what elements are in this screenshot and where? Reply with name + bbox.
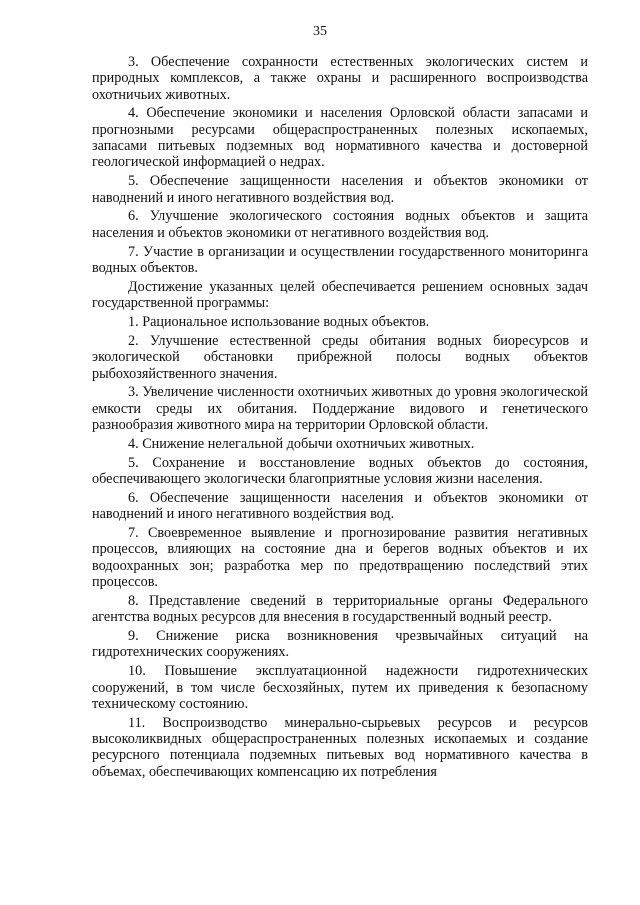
paragraph-task-11: 11. Воспроизводство минерально-сырьевых ресурсов и ресурсов высоколиквидных общераспространенных полезных ископаемых и создание ресурсного потенциала подземных питьевых вод нормативного качества в объемах, обеспечивающих компенсацию их потребления — [92, 714, 588, 780]
paragraph-task-1: 1. Рациональное использование водных объектов. — [128, 314, 430, 331]
paragraph-task-8: 8. Представление сведений в территориальные органы Федерального агентства водных ресурсов для внесения в государственный водный реестр. — [92, 592, 588, 626]
paragraph-task-9: 9. Снижение риска возникновения чрезвычайных ситуаций на гидротехнических сооружениях. — [92, 628, 588, 661]
paragraph-task-7: 7. Своевременное выявление и прогнозирование развития негативных процессов, влияющих на состояние дна и берегов водных объектов и их водоохранных зон; разработка мер по предотвращению последствий этих процессов. — [92, 525, 588, 591]
paragraph-goal-7: 7. Участие в организации и осуществлении государственного мониторинга водных объектов. — [92, 243, 588, 276]
paragraph-task-5: 5. Сохранение и восстановление водных объектов до состояния, обеспечивающего экологически благоприятные условия жизни населения. — [92, 454, 588, 488]
paragraph-task-2: 2. Улучшение естественной среды обитания водных биоресурсов и экологической обстановки прибрежной полосы водных объектов рыбохозяйственного значения. — [92, 332, 588, 382]
paragraph-goal-4: 4. Обеспечение экономики и населения Орловской области запасами и прогнозными ресурсами общераспространенных полезных ископаемых, запасами питьевых подземных вод нормативного качества и достоверной геологической информацией о недрах. — [92, 105, 588, 171]
paragraph-tasks-intro: Достижение указанных целей обеспечивается решением основных задач государственной программы: — [92, 278, 588, 312]
paragraph-goal-5: 5. Обеспечение защищенности населения и объектов экономики от наводнений и иного негативного воздействия вод. — [92, 173, 588, 206]
paragraph-goal-6: 6. Улучшение экологического состояния водных объектов и защита населения и объектов экономики от негативного воздействия вод. — [92, 208, 588, 241]
page-number: 35 — [313, 24, 327, 39]
paragraph-task-10: 10. Повышение эксплуатационной надежности гидротехнических сооружений, в том числе бесхозяйных, путем их приведения к безопасному техническому состоянию. — [92, 663, 588, 712]
paragraph-task-3: 3. Увеличение численности охотничьих животных до уровня экологической емкости среды их обитания. Поддержание видового и генетического разнообразия животного мира на территории Орловской области. — [92, 384, 588, 433]
document-body — [92, 54, 588, 783]
paragraph-task-6: 6. Обеспечение защищенности населения и объектов экономики от наводнений и иного негативного воздействия вод. — [92, 489, 588, 523]
paragraph-task-4: 4. Снижение нелегальной добычи охотничьих животных. — [128, 435, 475, 452]
paragraph-goal-3: 3. Обеспечение сохранности естественных экологических систем и природных комплексов, а также охраны и расширенного воспроизводства охотничьих животных. — [92, 54, 588, 103]
